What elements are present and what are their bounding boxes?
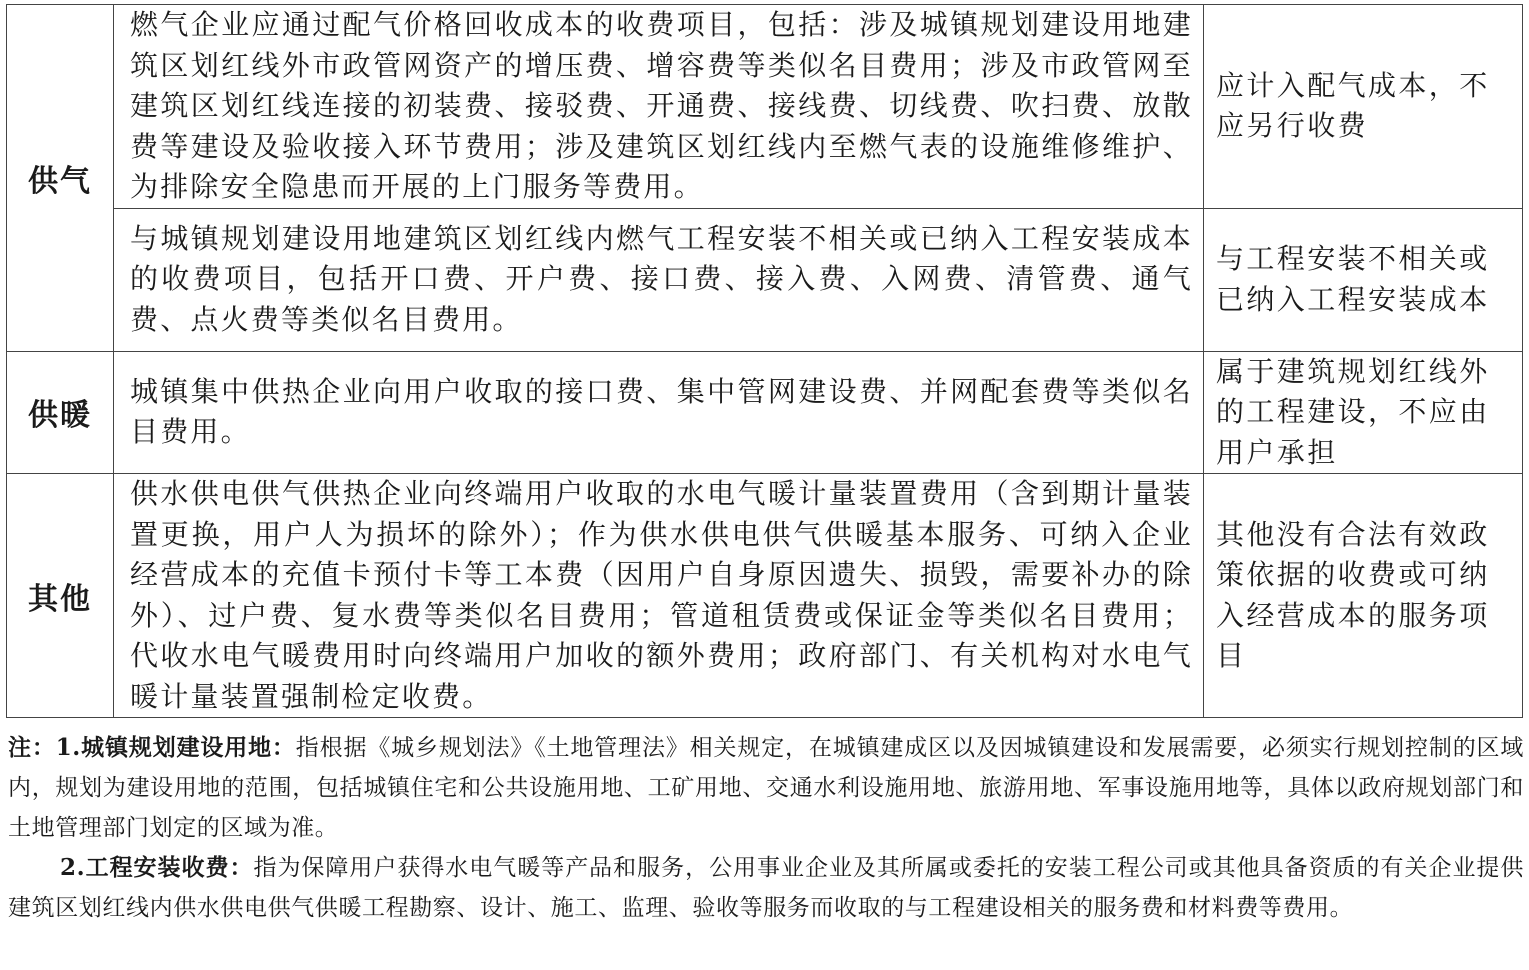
- remark-cell: 与工程安装不相关或已纳入工程安装成本: [1204, 208, 1523, 351]
- table-row: [7, 474, 1523, 718]
- footnote-item: [8, 848, 1524, 928]
- footnote-text: 指根据《城乡规划法》《土地管理法》相关规定，在城镇建成区以及因城镇建设和发展需要，必须实行规划控制的区域内，规划为建设用地的范围，包括城镇住宅和公共设施用地、工矿用地、交通水利设施用地、旅游用地、军事设施用地等，具体以政府规划部门和土地管理部门划定的区域为准。: [8, 735, 1525, 841]
- footnote-term: 城镇规划建设用地：: [80, 734, 296, 761]
- remark-cell: 属于建筑规划红线外的工程建设，不应由用户承担: [1204, 351, 1523, 474]
- table-row: [7, 5, 1523, 209]
- description-cell: 城镇集中供热企业向用户收取的接口费、集中管网建设费、并网配套费等类似名目费用。: [114, 351, 1204, 474]
- footnotes: [8, 728, 1524, 928]
- description-cell: 燃气企业应通过配气价格回收成本的收费项目，包括：涉及城镇规划建设用地建筑区划红线外市政管网资产的增压费、增容费等类似名目费用；涉及市政管网至建筑区划红线连接的初装费、接驳费、开通费、接线费、切线费、吹扫费、放散费等建设及验收接入环节费用；涉及建筑区划红线内至燃气表的设施维修维护、为排除安全隐患而开展的上门服务等费用。: [114, 5, 1204, 209]
- footnote-item: [8, 728, 1524, 848]
- footnote-text: 指为保障用户获得水电气暖等产品和服务，公用事业企业及其所属或委托的安装工程公司或其他具备资质的有关企业提供建筑区划红线内供水供电供气供暖工程勘察、设计、施工、监理、验收等服务而收取的与工程建设相关的服务费和材料费等费用。: [8, 855, 1524, 921]
- footnote-number: 2.: [60, 854, 86, 881]
- description-cell: 与城镇规划建设用地建筑区划红线内燃气工程安装不相关或已纳入工程安装成本的收费项目，包括开口费、开户费、接口费、接入费、入网费、清管费、通气费、点火费等类似名目费用。: [114, 208, 1204, 351]
- category-cell-other: 其他: [7, 474, 114, 718]
- category-cell-heating: 供暖: [7, 351, 114, 474]
- table-row: [7, 351, 1523, 474]
- table-row: [7, 208, 1523, 351]
- fee-table: [6, 4, 1523, 718]
- description-cell: 供水供电供气供热企业向终端用户收取的水电气暖计量装置费用（含到期计量装置更换，用户人为损坏的除外）；作为供水供电供气供暖基本服务、可纳入企业经营成本的充值卡预付卡等工本费（因用户自身原因遗失、损毁，需要补办的除外）、过户费、复水费等类似名目费用；管道租赁费或保证金等类似名目费用；代收水电气暖费用时向终端用户加收的额外费用；政府部门、有关机构对水电气暖计量装置强制检定收费。: [114, 474, 1204, 718]
- remark-cell: 其他没有合法有效政策依据的收费或可纳入经营成本的服务项目: [1204, 474, 1523, 718]
- remark-cell: 应计入配气成本，不应另行收费: [1204, 5, 1523, 209]
- footnote-label: 注：: [8, 734, 56, 761]
- footnote-number: 1.: [55, 734, 81, 761]
- footnote-term: 工程安装收费：: [85, 854, 254, 881]
- category-cell-gas: 供气: [7, 5, 114, 352]
